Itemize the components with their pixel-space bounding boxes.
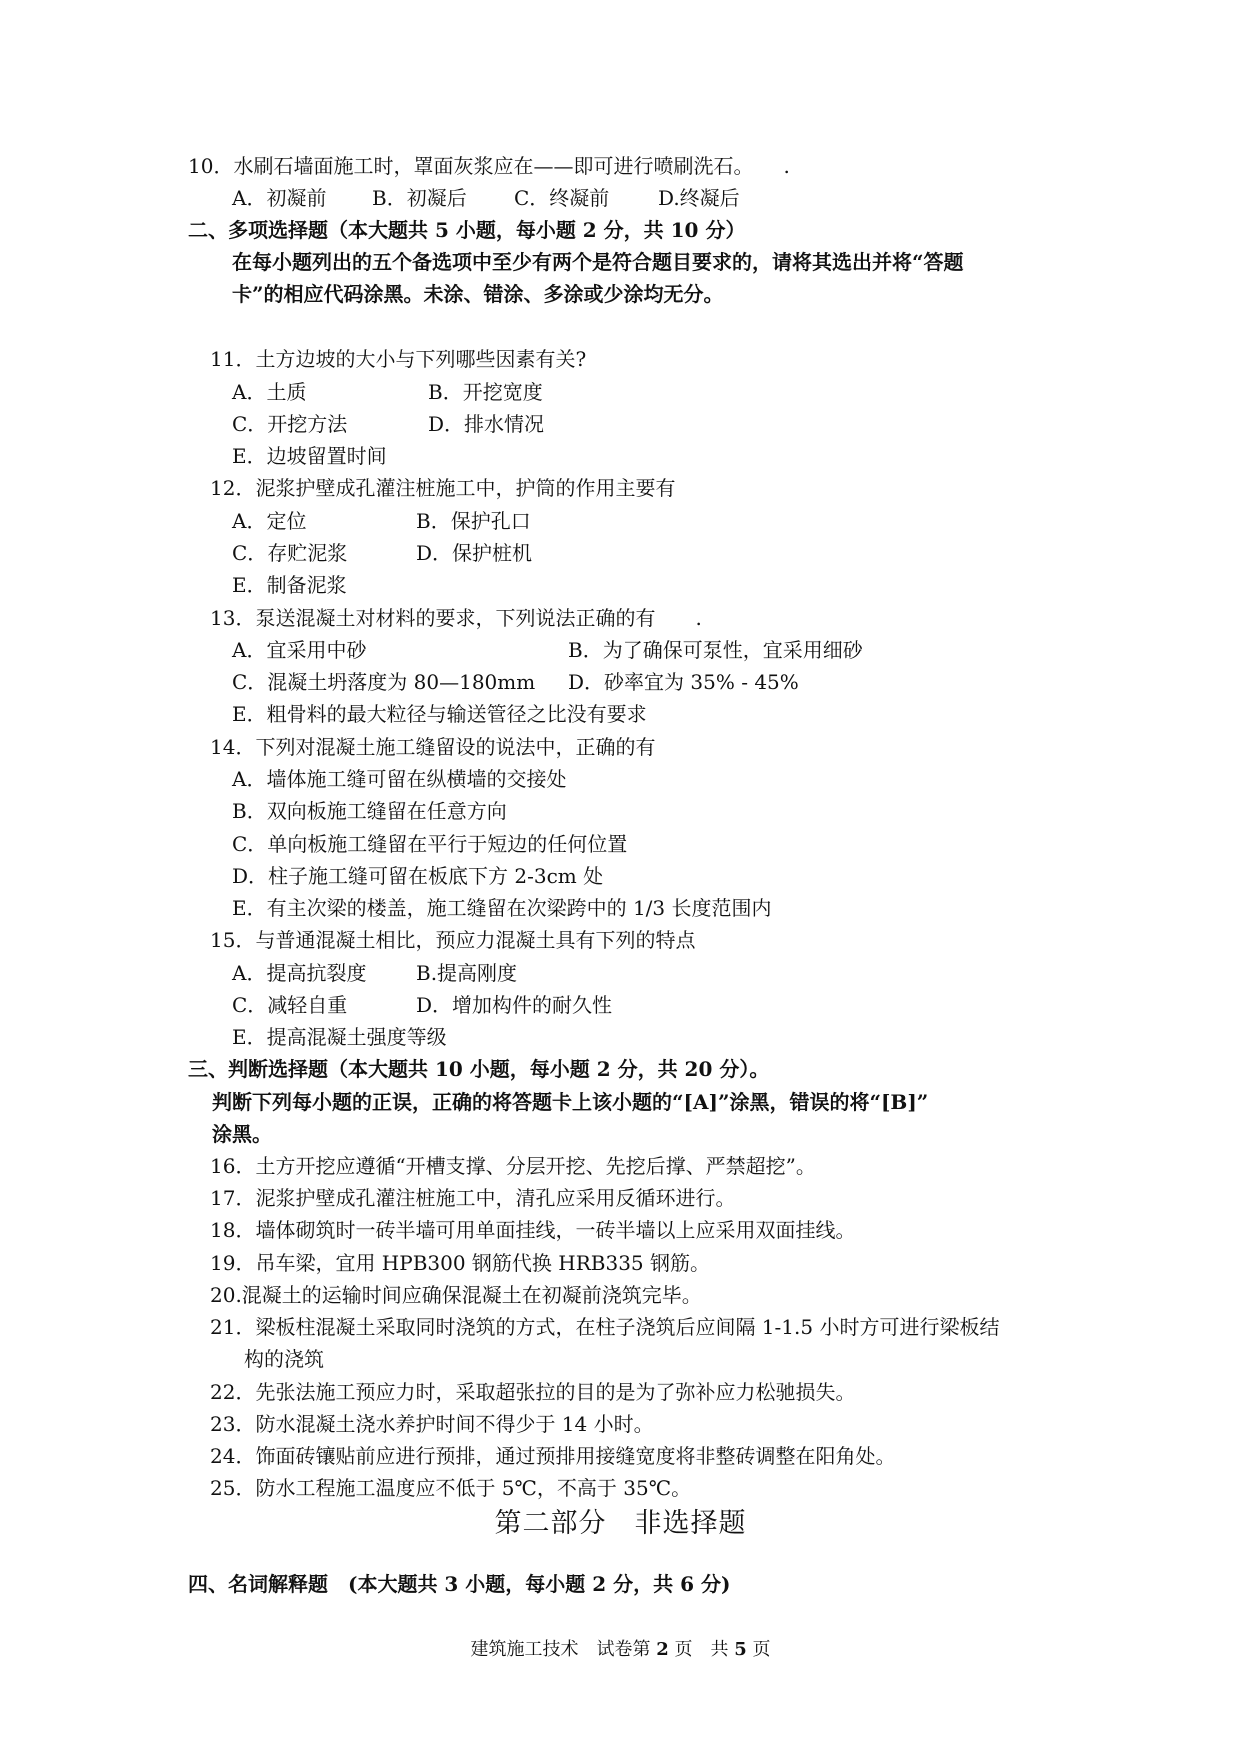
q14-option-d: D．柱子施工缝可留在板底下方 2-3cm 处 xyxy=(232,864,604,888)
section-2-instruction-1: 在每小题列出的五个备选项中至少有两个是符合题目要求的，请将其选出并将“答题 xyxy=(232,250,964,274)
question-12-stem: 12．泥浆护壁成孔灌注桩施工中，护筒的作用主要有 xyxy=(210,476,676,500)
footer-end: 页 xyxy=(752,1639,771,1660)
footer-mid: 页 共 xyxy=(674,1639,729,1660)
question-19: 19．吊车梁，宜用 HPB300 钢筋代换 HRB335 钢筋。 xyxy=(210,1251,711,1275)
question-14-stem: 14．下列对混凝土施工缝留设的说法中，正确的有 xyxy=(210,735,656,759)
q14-option-b: B．双向板施工缝留在任意方向 xyxy=(232,799,507,823)
question-13-stem: 13．泵送混凝土对材料的要求，下列说法正确的有 . xyxy=(210,606,702,630)
q13-option-d: D．砂率宜为 35% - 45% xyxy=(568,670,799,694)
q13-option-c: C．混凝土坍落度为 80—180mm xyxy=(232,670,536,694)
question-20: 20.混凝土的运输时间应确保混凝土在初凝前浇筑完毕。 xyxy=(210,1283,702,1307)
q10-option-a: A．初凝前 xyxy=(232,186,327,210)
question-24: 24．饰面砖镶贴前应进行预排，通过预排用接缝宽度将非整砖调整在阳角处。 xyxy=(210,1444,896,1468)
q13-option-a: A．宜采用中砂 xyxy=(232,638,367,662)
q10-option-d: D.终凝后 xyxy=(658,186,740,210)
q15-option-d: D．增加构件的耐久性 xyxy=(416,993,613,1017)
q12-option-e: E．制备泥浆 xyxy=(232,573,347,597)
q13-option-e: E．粗骨料的最大粒径与输送管径之比没有要求 xyxy=(232,702,647,726)
section-4-title: 四、名词解释题 (本大题共 3 小题，每小题 2 分，共 6 分) xyxy=(188,1572,731,1596)
question-22: 22．先张法施工预应力时，采取超张拉的目的是为了弥补应力松驰损失。 xyxy=(210,1380,856,1404)
q15-option-a: A．提高抗裂度 xyxy=(232,961,367,985)
footer-course: 建筑施工技术 试卷第 xyxy=(470,1639,651,1660)
q11-option-b: B．开挖宽度 xyxy=(428,380,543,404)
q12-option-d: D．保护桩机 xyxy=(416,541,533,565)
q12-option-c: C．存贮泥浆 xyxy=(232,541,348,565)
section-2-instruction-2: 卡”的相应代码涂黑。未涂、错涂、多涂或少涂均无分。 xyxy=(232,282,724,306)
q15-option-b: B.提高刚度 xyxy=(416,961,518,985)
question-18: 18．墙体砌筑时一砖半墙可用单面挂线，一砖半墙以上应采用双面挂线。 xyxy=(210,1218,856,1242)
q12-option-a: A．定位 xyxy=(232,509,307,533)
section-3-instruction-1: 判断下列每小题的正误，正确的将答题卡上该小题的“[A]”涂黑，错误的将“[B]” xyxy=(212,1090,929,1114)
q15-option-e: E．提高混凝土强度等级 xyxy=(232,1025,447,1049)
question-21-line-2: 构的浇筑 xyxy=(244,1347,324,1371)
q15-option-c: C．减轻自重 xyxy=(232,993,348,1017)
q14-option-c: C．单向板施工缝留在平行于短边的任何位置 xyxy=(232,832,628,856)
question-16: 16．土方开挖应遵循“开槽支撑、分层开挖、先挖后撑、严禁超挖”。 xyxy=(210,1154,816,1178)
q11-option-d: D．排水情况 xyxy=(428,412,545,436)
question-15-stem: 15．与普通混凝土相比，预应力混凝土具有下列的特点 xyxy=(210,928,696,952)
question-21-line-1: 21．梁板柱混凝土采取同时浇筑的方式，在柱子浇筑后应间隔 1-1.5 小时方可进行梁板结 xyxy=(210,1315,1000,1339)
q12-option-b: B．保护孔口 xyxy=(416,509,531,533)
question-25: 25．防水工程施工温度应不低于 5℃，不高于 35℃。 xyxy=(210,1476,692,1500)
q11-option-a: A．土质 xyxy=(232,380,307,404)
q14-option-e: E．有主次梁的楼盖，施工缝留在次梁跨中的 1/3 长度范围内 xyxy=(232,896,772,920)
section-2-title: 二、多项选择题（本大题共 5 小题，每小题 2 分，共 10 分） xyxy=(188,218,746,242)
question-23: 23．防水混凝土浇水养护时间不得少于 14 小时。 xyxy=(210,1412,654,1436)
q10-option-c: C．终凝前 xyxy=(514,186,610,210)
q11-option-c: C．开挖方法 xyxy=(232,412,348,436)
part-2-title: 第二部分 非选择题 xyxy=(494,1508,747,1539)
q14-option-a: A．墙体施工缝可留在纵横墙的交接处 xyxy=(232,767,567,791)
question-11-stem: 11．土方边坡的大小与下列哪些因素有关? xyxy=(210,347,587,371)
page-footer xyxy=(0,1636,1241,1664)
footer-page-number: 2 xyxy=(656,1639,669,1660)
q10-option-b: B．初凝后 xyxy=(372,186,467,210)
section-3-instruction-2: 涂黑。 xyxy=(212,1122,272,1146)
q13-option-b: B．为了确保可泵性，宜采用细砂 xyxy=(568,638,863,662)
footer-total-pages: 5 xyxy=(734,1639,747,1660)
section-3-title: 三、判断选择题（本大题共 10 小题，每小题 2 分，共 20 分）。 xyxy=(188,1057,770,1081)
question-17: 17．泥浆护壁成孔灌注桩施工中，清孔应采用反循环进行。 xyxy=(210,1186,736,1210)
q11-option-e: E．边坡留置时间 xyxy=(232,444,387,468)
question-10-stem: 10．水刷石墙面施工时，罩面灰浆应在——即可进行喷刷洗石。 . xyxy=(188,154,790,178)
